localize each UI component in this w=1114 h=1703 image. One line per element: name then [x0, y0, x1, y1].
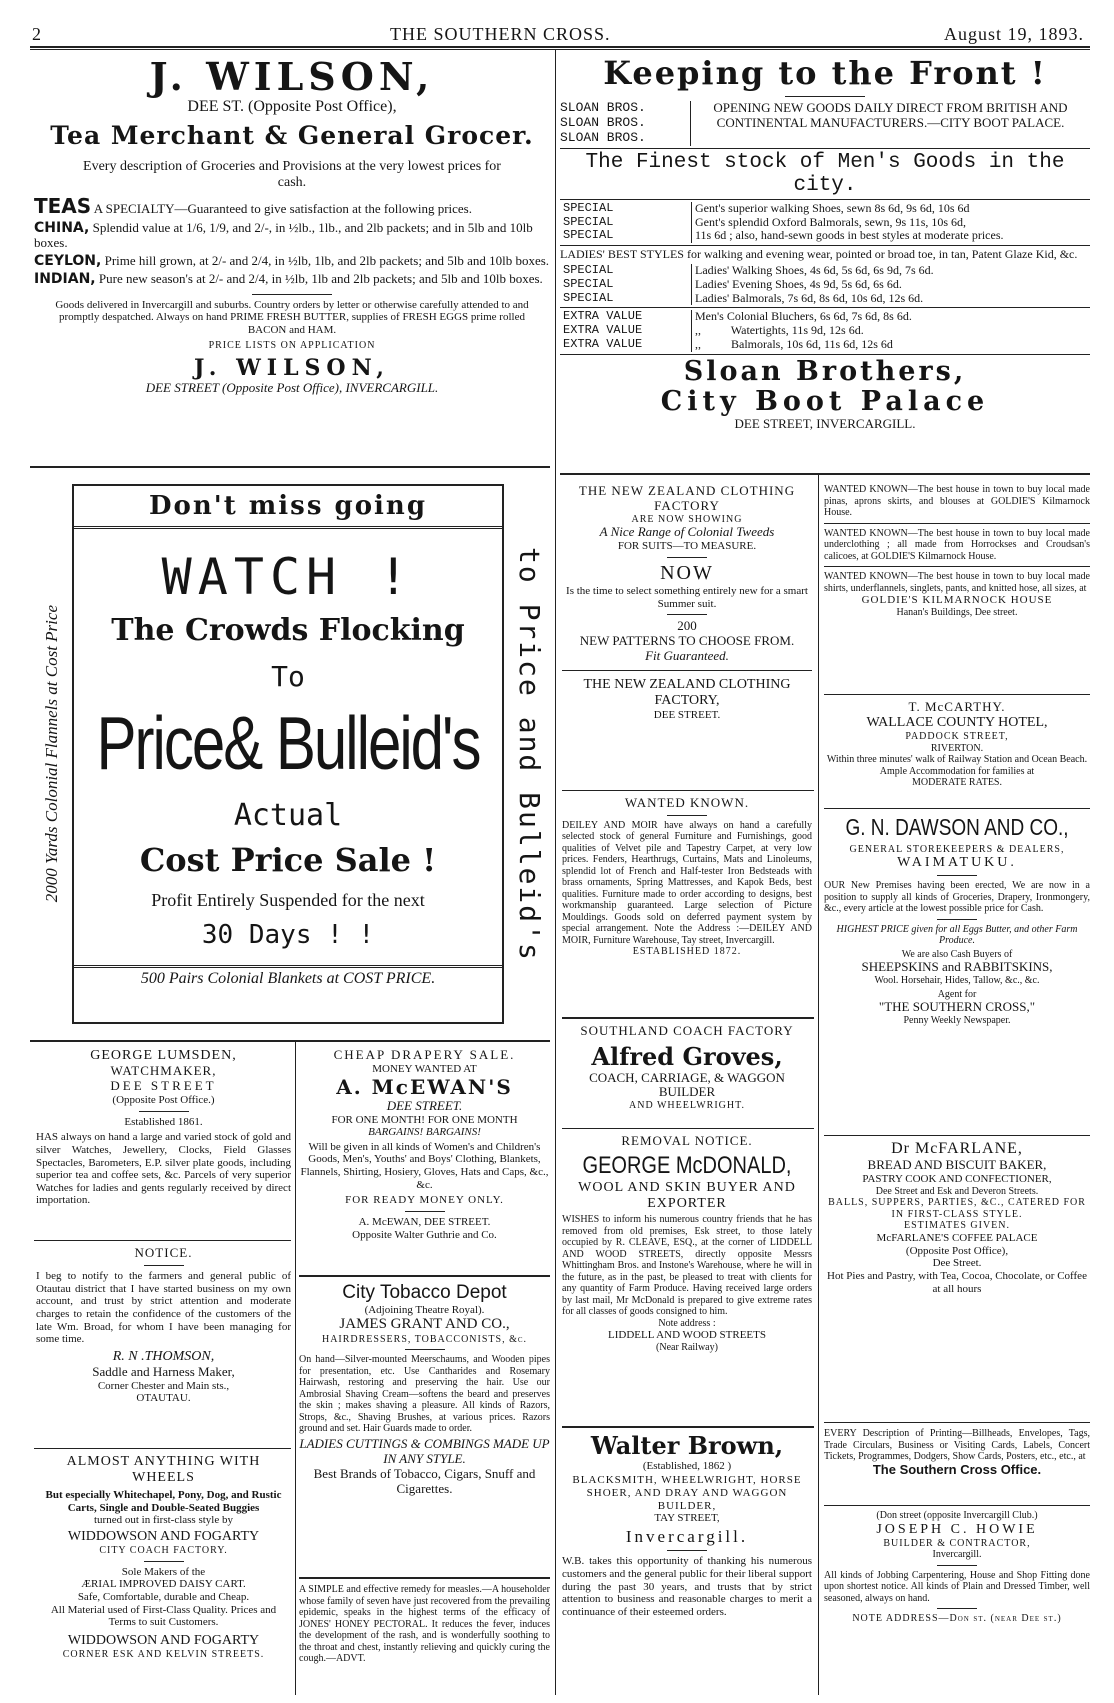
mcdonald-trade: WOOL AND SKIN BUYER AND EXPORTER [578, 1179, 796, 1212]
nzcloth-showing: ARE NOW SHOWING [631, 513, 743, 525]
brown-name: Walter Brown, [590, 1431, 784, 1460]
wallace-rates: MODERATE RATES. [911, 777, 1002, 789]
pb-crowds: The Crowds Flocking [111, 613, 465, 649]
issue-date: August 19, 1893. [943, 24, 1084, 44]
china-label: CHINA, [34, 220, 90, 237]
wilson-price-lists: PRICE LISTS ON APPLICATION [208, 340, 376, 352]
pb-ad [34, 484, 550, 1024]
tobacco-body: On hand—Silver-mounted Meerschaums, and Wooden pipes for presentation, etc. Use Cantharides and Rosemary Hairwash, restoring and preserving the hair. Use our Ambrosial Shaving Cream—softens the beard and preserves the skin ; makes shaving a pleasure. All kinds of Razors, Strops, &c., Shaving Brushes, at various prices. Razors ground and set. Hair Guards made to order. [299, 1354, 550, 1435]
widdowson-safe: Safe, Comfortable, durable and Cheap. [77, 1590, 250, 1603]
mcewan-name: A. McEWAN'S [336, 1074, 513, 1099]
brown-town: Invercargill. [625, 1526, 749, 1546]
sloan-brand-2: City Boot Palace [660, 385, 990, 417]
paper-title: THE SOUTHERN CROSS. [390, 24, 611, 44]
sloan-special-table-1 [560, 202, 1090, 243]
nzcloth-ad [562, 484, 812, 722]
coach-head: SOUTHLAND COACH FACTORY [580, 1023, 794, 1038]
tobacco-adj: (Adjoining Theatre Royal). [364, 1303, 485, 1316]
dawson-paper: "THE SOUTHERN CROSS," [878, 999, 1036, 1015]
sloan-firm-1: SLOAN BROS. [560, 100, 646, 115]
mcewan-month: FOR ONE MONTH! FOR ONE MONTH [331, 1113, 518, 1126]
nzcloth-range: A Nice Range of Colonial Tweeds [599, 524, 775, 540]
goldie-w3: WANTED KNOWN—The best house in town to buy local made shirts, underflannels, singlets, pants, and knitted hose, all sizes, at [824, 571, 1090, 594]
page-number: 2 [32, 24, 42, 44]
howie-body: All kinds of Jobbing Carpentering, House and Shop Fitting done upon shortest notice. All kinds of Plain and Dressed Timber, well seasoned, always on hand. [824, 1569, 1090, 1604]
teas-text: A SPECIALTY—Guaranteed to give satisfaction at the following prices. [93, 201, 472, 217]
widdowson-body: But especially Whitechapel, Pony, Dog, and Rustic Carts, Single and Double-Seated Buggies [45, 1489, 282, 1514]
tobacco-ad [299, 1282, 550, 1496]
sloan-firm-2: SLOAN BROS. [560, 114, 646, 130]
brown-trade: BLACKSMITH, WHEELWRIGHT, HORSE SHOER, AND DRAY AND WAGGON BUILDER, [572, 1474, 802, 1512]
mcfarlane-opp: (Opposite Post Office), [905, 1244, 1009, 1257]
nzcloth-time: Is the time to select something entirely new for a smart Summer suit. [566, 584, 808, 610]
wilson-sign-name: J. WILSON, [194, 354, 390, 381]
wilson-name: J. WILSON, [149, 54, 435, 99]
mcfarlane-balls: BALLS, SUPPERS, PARTIES, &C., CATERED FOR IN FIRST-CLASS STYLE. [828, 1197, 1086, 1220]
mcewan-body: Will be given in all kinds of Women's and Children's Goods, Men's, Youths' and Boys' Clothing, Blankets, Flannels, Shirting, Hosiery, Gloves, Hats and Caps, &c., &c. [300, 1140, 549, 1191]
table-row: SPECIAL Ladies' Balmorals, 7s 6d, 8s 6d, 10s 6d, 12s 6d. [560, 292, 1090, 306]
wilson-trade: Tea Merchant & General Grocer. [50, 121, 534, 151]
pb-watch: WATCH ! [161, 547, 415, 606]
widdowson-firm: WIDDOWSON AND FOGARTY [67, 1529, 260, 1545]
coach-ad [562, 1024, 812, 1112]
deiley-body: DEILEY AND MOIR have always on hand a carefully selected stock of general Furniture and Furnishings, good qualities of Velvet pile and Tapestry Carpet, at very low prices. Fenders, Hearthrugs, Curtains, Mats and Linoleums, splendid lot of French and Half-tester Iron Bedsteads with brass ornaments, Spring Mattresses, and Kapok Beds, best qualities. Furniture made to order according to designs, best workmanship guaranteed. Large selection of Picture Mouldings. Goods sold on deferred payment system by special arrangement. Note the Address :—DEILEY AND MOIR, Furniture Warehouse, Tay street, Invercargill. [562, 819, 812, 946]
wallace-street: PADDOCK STREET, [905, 731, 1009, 743]
table-row: EXTRA VALUE Men's Colonial Bluchers, 6s 6d, 7s 6d, 8s 6d. [560, 310, 1090, 324]
nzcloth-count: 200 [677, 618, 697, 634]
widdowson-ad [36, 1454, 291, 1661]
teas-label: TEAS [34, 194, 92, 219]
pb-blankets: 500 Pairs Colonial Blankets at COST PRICE. [140, 969, 436, 987]
mcewan-money: MONEY WANTED AT [372, 1062, 477, 1075]
wilson-delivery: Goods delivered in Invercargill and suburbs. Country orders by letter or otherwise carefully attended to and promptly despatched. Always on hand PRIME FRESH BUTTER, supplies of FRESH EGGS prime rolled BACON and HAM. [55, 298, 529, 336]
lumsden-street: DEE STREET [110, 1078, 217, 1094]
mcewan-ready: FOR READY MONEY ONLY. [345, 1194, 504, 1207]
widdowson-corner: CORNER ESK AND KELVIN STREETS. [62, 1649, 265, 1660]
table-row: EXTRA VALUE ,, Watertights, 11s 9d, 12s 6d. [560, 324, 1090, 338]
china-text: Splendid value at 1/6, 1/9, and 2/-, in ½lb., 1lb., and 2lb packets; and in 5lb and 10lb boxes. [34, 220, 533, 251]
mcewan-bargains: BARGAINS! BARGAINS! [368, 1126, 481, 1139]
indian-text: Pure new season's at 2/- and 2/4, in ½lb, 1lb and 2lb packets; and 5lb and 10lb boxes. [98, 271, 543, 287]
table-row: SPECIAL Gent's splendid Oxford Balmorals, sewn, 9s 11s, 10s 6d, [560, 216, 1090, 230]
sloan-headline: Keeping to the Front ! [603, 54, 1047, 92]
pb-dont: Don't miss going [148, 491, 427, 521]
goldie-street: Hanan's Buildings, Dee street. [896, 606, 1018, 618]
widdowson-makers: Sole Makers of the [121, 1565, 206, 1578]
notice-body: I beg to notify to the farmers and general public of Otautau district that I have started business on my own account, and trust by strict attention and moderate charges to retain the confidence of the customers of the late Wm. Broad, for whom I have been managing for some time. [36, 1269, 291, 1346]
howie-name: JOSEPH C. HOWIE [876, 1521, 1038, 1537]
dawson-name: G. N. DAWSON AND CO., [845, 815, 1069, 842]
table-row: SPECIAL Ladies' Walking Shoes, 4s 6d, 5s 6d, 6s 9d, 7s 6d. [560, 264, 1090, 278]
goldie-ad [824, 484, 1090, 618]
tobacco-best: Best Brands of Tobacco, Cigars, Snuff and Cigarettes. [313, 1465, 536, 1496]
wilson-ad [34, 56, 550, 456]
wilson-intro: Every description of Groceries and Provisions at the very lowest prices for cash. [83, 159, 501, 191]
coach-wheel: AND WHEELWRIGHT. [629, 1100, 745, 1112]
lumsden-opp: (Opposite Post Office.) [112, 1093, 215, 1106]
sloan-extra-table [560, 310, 1090, 351]
pb-days: 30 Days ! ! [201, 920, 375, 951]
howie-loc: (Don street (opposite Invercargill Club.) [876, 1510, 1038, 1521]
wilson-sign-address: DEE STREET (Opposite Post Office), INVERCARGILL. [145, 380, 439, 396]
mcfarlane-dee: Dee Street. [932, 1257, 982, 1270]
sloan-opening: OPENING NEW GOODS DAILY DIRECT FROM BRITISH AND CONTINENTAL MANUFACTURERS.—CITY BOOT PALACE. [713, 100, 1068, 130]
lumsden-est: Established 1861. [124, 1115, 203, 1128]
coach-name: Alfred Groves, [591, 1041, 783, 1071]
dawson-town: WAIMATUKU. [897, 855, 1017, 871]
wallace-name: T. McCARTHY. [908, 699, 1006, 714]
pb-name: Price& Bulleid's [96, 701, 480, 786]
goldie-w2: WANTED KNOWN—The best house in town to buy local made underclothing ; all made from Horrockses and Croudsan's calicoes, at GOLDIE'S Kilmarnock House. [824, 527, 1090, 562]
ceylon-text: Prime hill grown, at 2/- and 2/4, in ½lb, 1lb, and 2lb packets; and 5lb and 10lb boxes. [104, 253, 550, 269]
mcewan-sign: A. McEWAN, DEE STREET. [358, 1216, 491, 1228]
mcewan-head: CHEAP DRAPERY SALE. [333, 1047, 516, 1062]
wallace-ample: Ample Accommodation for families at [879, 765, 1035, 777]
lumsden-name: GEORGE LUMSDEN, [90, 1048, 237, 1063]
sloan-ad [560, 54, 1090, 474]
nzcloth-now: NOW [660, 561, 714, 584]
nzcloth-street: DEE STREET. [653, 709, 721, 722]
mcfarlane-ad [824, 1140, 1090, 1295]
lumsden-ad [36, 1048, 291, 1207]
mcdonald-name: GEORGE McDONALD, [582, 1152, 792, 1180]
dawson-ad [824, 814, 1090, 1027]
printing-body: EVERY Description of Printing—Billheads, Envelopes, Tags, Trade Circulars, Business or Visiting Cards, Labels, Concert Tickets, Programmes, Dodgers, Show Cards, Posters, etc., etc., at [824, 1428, 1090, 1462]
wallace-body: Within three minutes' walk of Railway Station and Ocean Beach. [826, 754, 1088, 766]
mcdonald-head: REMOVAL NOTICE. [621, 1133, 753, 1148]
tobacco-ladies: LADIES CUTTINGS & COMBINGS MADE UP IN ANY STYLE. [299, 1435, 550, 1466]
brown-ad [562, 1432, 812, 1619]
howie-note: NOTE ADDRESS—Don st. (near Dee st.) [852, 1613, 1062, 1625]
nzcloth-patterns: NEW PATTERNS TO CHOOSE FROM. [579, 633, 795, 649]
mcdonald-note: Note address : [658, 1317, 716, 1329]
brown-street: TAY STREET, [654, 1512, 720, 1525]
tobacco-firm: JAMES GRANT AND CO., [339, 1316, 510, 1333]
mcfarlane-pastry: PASTRY COOK AND CONFECTIONER, [862, 1173, 1052, 1186]
brown-body: W.B. takes this opportunity of thanking his numerous customers and the general public for their liberal support during the past 30 years, and trusts that by strict attention to business and reasonable charges to merit a continuance of their esteemed orders. [562, 1555, 812, 1618]
mcdonald-near: (Near Railway) [656, 1341, 718, 1353]
lumsden-body: HAS always on hand a large and varied stock of gold and silver Watches, Jewellery, Clocks, Field Glasses Spectacles, Barometers, E.P. silver plate goods, including superior tea and coffee sets, &c. Parcels of very superior Watches for ladies and gents regularly received by direct importation. [36, 1131, 291, 1207]
notice-addr: Corner Chester and Main sts., [97, 1379, 230, 1392]
mcdonald-addr: LIDDELL AND WOOD STREETS [608, 1329, 766, 1342]
printing-office: The Southern Cross Office. [872, 1461, 1042, 1477]
nzcloth-suits: FOR SUITS—TO MEASURE. [617, 540, 757, 553]
table-row: SPECIAL 11s 6d ; also, hand-sewn goods in best styles at moderate prices. [560, 229, 1090, 243]
mcewan-street: DEE STREET. [386, 1097, 463, 1113]
thomson-notice [36, 1246, 291, 1405]
howie-ad [824, 1510, 1090, 1625]
sloan-ladies: LADIES' BEST STYLES for walking and evening wear, pointed or broad toe, in tan, Patent Glaze Kid, &c. [560, 247, 1078, 262]
tobacco-trade: HAIRDRESSERS, TOBACCONISTS, &c. [321, 1333, 528, 1345]
mcewan-opp: Opposite Walter Guthrie and Co. [352, 1228, 497, 1241]
dawson-wool: Wool. Horsehair, Hides, Tallow, &c., &c. [874, 975, 1040, 987]
widdowson-style: turned out in first-class style by [93, 1514, 233, 1527]
table-row: EXTRA VALUE ,, Balmorals, 10s 6d, 11s 6d, 12s 6d [560, 338, 1090, 352]
deiley-est: ESTABLISHED 1872. [632, 946, 742, 958]
mcfarlane-palace: McFARLANE'S COFFEE PALACE [876, 1231, 1038, 1244]
notice-title: NOTICE. [134, 1245, 193, 1260]
indian-label: INDIAN, [34, 271, 96, 288]
pb-actual: Actual [233, 798, 343, 834]
widdowson-cart: ÆRIAL IMPROVED DAISY CART. [81, 1578, 246, 1591]
sloan-firm-3: SLOAN BROS. [560, 129, 646, 145]
nzcloth-foot: THE NEW ZEALAND CLOTHING FACTORY, [583, 677, 791, 709]
notice-town: OTAUTAU. [136, 1392, 191, 1405]
wilson-address: DEE ST. (Opposite Post Office), [187, 98, 397, 115]
mcdonald-ad [562, 1134, 812, 1353]
ceylon-label: CEYLON, [34, 253, 102, 270]
mcfarlane-name: Dr McFARLANE, [891, 1140, 1023, 1157]
mcfarlane-trade: BREAD AND BISCUIT BAKER, [867, 1157, 1047, 1173]
goldie-w1: WANTED KNOWN—The best house in town to buy local made pinas, aprons skirts, and blouses at GOLDIE'S Kilmarnock House. [824, 484, 1090, 518]
nzcloth-head: THE NEW ZEALAND CLOTHING FACTORY [578, 483, 796, 513]
mcfarlane-est: ESTIMATES GIVEN. [904, 1220, 1010, 1232]
remedy-body: A SIMPLE and effective remedy for measles.—A householder whose family of seven have just recovered from the prevailing epidemic, speaks in the highest terms of the efficacy of JONES' HONEY PECTORAL. It reduces the fever, induces the development of the rash, and is wonderfully soothing to the throat and chest, instantly relieving and quickly curing the cough.—ADVT. [299, 1584, 550, 1664]
pb-profit: Profit Entirely Suspended for the next [151, 890, 425, 911]
deiley-ad [562, 796, 812, 958]
widdowson-head: ALMOST ANYTHING WITH WHEELS [66, 1454, 261, 1486]
pb-side-right: to Price and Bulleid's [513, 546, 547, 962]
dawson-highest: HIGHEST PRICE given for all Eggs Butter, and other Farm Produce. [836, 923, 1078, 947]
pb-sale: Cost Price Sale ! [139, 840, 437, 879]
howie-town: Invercargill. [932, 1549, 982, 1561]
pb-to: To [271, 659, 305, 693]
mcfarlane-pies: Hot Pies and Pastry, with Tea, Cocoa, Chocolate, or Coffee at all hours [827, 1269, 1087, 1295]
mcfarlane-street: Dee Street and Esk and Deveron Streets. [875, 1185, 1039, 1197]
nzcloth-fit: Fit Guaranteed. [645, 648, 729, 664]
tobacco-head: City Tobacco Depot [342, 1282, 507, 1303]
remedy-ad [299, 1584, 550, 1665]
dawson-buyers: We are also Cash Buyers of [901, 948, 1013, 960]
widdowson-factory: CITY COACH FACTORY. [99, 1545, 228, 1557]
dawson-agent: Agent for [937, 988, 977, 1000]
dawson-weekly: Penny Weekly Newspaper. [903, 1015, 1011, 1027]
widdowson-material: All Material used of First-Class Quality. Prices and Terms to suit Customers. [50, 1603, 277, 1629]
wallace-town: RIVERTON. [930, 742, 984, 754]
lumsden-trade: WATCHMAKER, [110, 1063, 217, 1079]
wallace-hotel: WALLACE COUNTY HOTEL, [866, 714, 1048, 730]
sloan-address: DEE STREET, INVERCARGILL. [734, 415, 916, 431]
goldie-house: GOLDIE'S KILMARNOCK HOUSE [861, 594, 1053, 606]
dawson-trade: GENERAL STOREKEEPERS & DEALERS, [849, 843, 1065, 855]
notice-trade: Saddle and Harness Maker, [92, 1363, 235, 1379]
dawson-body: OUR New Premises having been erected, We are now in a position to supply all kinds of Groceries, Drapery, Ironmongery, &c., every article at the lowest possible price for Cash. [824, 880, 1090, 915]
sloan-finest: The Finest stock of Men's Goods in the city. [585, 150, 1065, 197]
notice-sig: R. N .THOMSON, [112, 1348, 215, 1364]
deiley-head: WANTED KNOWN. [624, 795, 750, 810]
sloan-special-table-2 [560, 264, 1090, 305]
howie-trade: BUILDER & CONTRACTOR, [883, 1537, 1031, 1549]
table-row: SPECIAL Ladies' Evening Shoes, 4s 9d, 5s 6d, 6s 6d. [560, 278, 1090, 292]
brown-est: (Established, 1862 ) [642, 1459, 732, 1472]
pb-side-left: 2000 Yards Colonial Flannels at Cost Price [42, 605, 62, 903]
printing-ad [824, 1428, 1090, 1477]
wallace-ad [824, 700, 1090, 789]
mcewan-ad [299, 1048, 550, 1241]
mcdonald-body: WISHES to inform his numerous country friends that he has removed from old premises, Esk street, to those lately occupied by R. CLEAVE, ESQ., at the corner of LIDDELL AND WOOD STREETS, directly opposite Messrs Whittingham Bros. and Instone's Warehouse, where he will in the future, as in the past, be pleased to treat with clients for any quantity of Farm Produce. Having received large orders by last mail, Mr McDonald is prepared to give extreme rates for all classes of goods consigned to him. [562, 1214, 812, 1318]
table-row: SPECIAL Gent's superior walking Shoes, sewn 8s 6d, 9s 6d, 10s 6d [560, 202, 1090, 216]
dawson-skins: SHEEPSKINS and RABBITSKINS, [861, 959, 1053, 975]
sloan-brand-1: Sloan Brothers, [683, 355, 967, 387]
masthead [30, 22, 1090, 46]
coach-trade: COACH, CARRIAGE, & WAGGON BUILDER [589, 1069, 785, 1100]
widdowson-firm-2: WIDDOWSON AND FOGARTY [67, 1632, 260, 1648]
